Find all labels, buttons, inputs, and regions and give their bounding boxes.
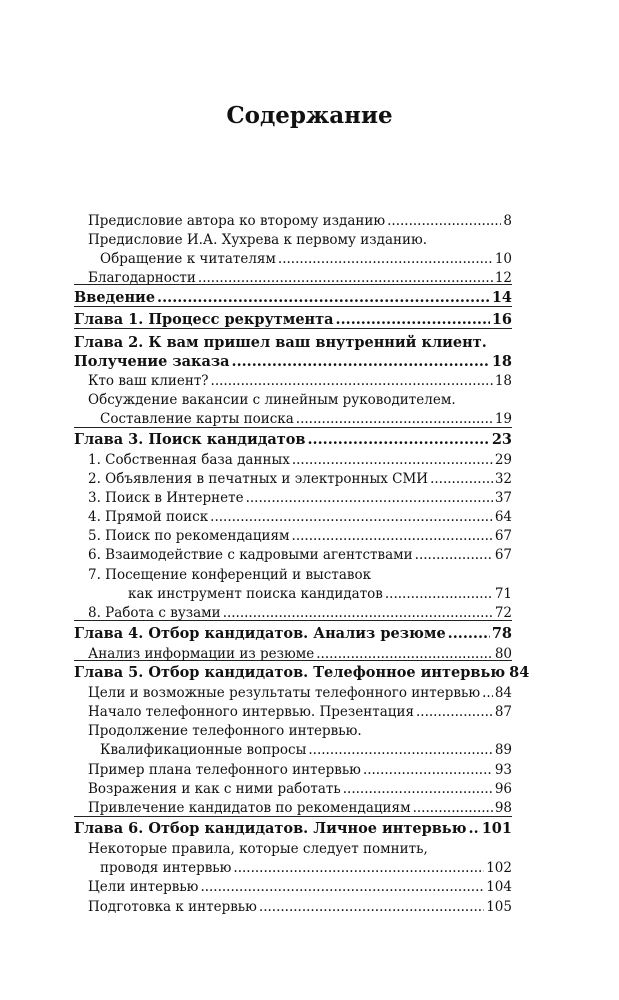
toc-entry-title: Возражения и как с ними работать <box>88 781 341 797</box>
toc-entry-title: Обращение к читателям <box>100 251 276 267</box>
dot-leader <box>469 818 480 840</box>
toc-page-number: 12 <box>494 270 512 286</box>
toc-page-number: 96 <box>494 781 512 797</box>
toc-page-number: 78 <box>491 625 512 642</box>
toc-entry-title: Некоторые правила, которые следует помнить, <box>88 841 428 857</box>
toc-entry-title: Цели и возможные результаты телефонного интервью <box>88 685 481 701</box>
toc-entry-title: Квалификационные вопросы <box>100 742 307 758</box>
toc-entry-title: 5. Поиск по рекомендациям <box>88 528 290 544</box>
toc-entry-title: Получение заказа <box>74 353 230 370</box>
toc-entry-title: Глава 3. Поиск кандидатов <box>74 431 306 448</box>
toc-page-number: 18 <box>491 353 512 370</box>
toc-page-number: 67 <box>494 547 512 563</box>
toc-page-number: 98 <box>494 800 512 816</box>
toc-page-number: 89 <box>494 742 512 758</box>
toc-page-number: 64 <box>494 509 512 525</box>
toc-chapter[interactable] <box>74 287 512 309</box>
toc-page-number: 84 <box>494 685 512 701</box>
toc-entry-title: Благодарности <box>88 270 196 286</box>
toc-entry-title: Привлечение кандидатов по рекомендациям <box>88 800 411 816</box>
toc-entry-title: 2. Объявления в печатных и электронных СМИ <box>88 471 429 487</box>
toc-page-number: 105 <box>486 899 512 915</box>
dot-leader <box>296 408 493 430</box>
dot-leader <box>336 309 490 331</box>
toc-page-number: 67 <box>494 528 512 544</box>
toc-chapter[interactable] <box>74 429 512 451</box>
toc-chapter[interactable] <box>74 623 512 645</box>
toc-entry[interactable] <box>74 797 512 819</box>
toc-page-number: 102 <box>486 860 512 876</box>
toc-entry-title: Глава 6. Отбор кандидатов. Личное интервью <box>74 820 467 837</box>
toc-entry[interactable] <box>74 544 512 566</box>
toc-entry-title: Составление карты поиска <box>100 411 294 427</box>
toc-entry[interactable] <box>74 602 512 624</box>
toc-entry-title: Глава 5. Отбор кандидатов. Телефонное интервью <box>74 664 506 681</box>
toc-page-number: 37 <box>494 490 512 506</box>
toc-page-number: 71 <box>494 586 512 602</box>
toc-entry-title: Глава 1. Процесс рекрутмента <box>74 311 334 328</box>
toc-entry-title: Цели интервью <box>88 879 199 895</box>
toc-entry-title: Предисловие автора ко второму изданию <box>88 213 386 229</box>
toc-entry[interactable] <box>74 876 512 898</box>
toc-entry[interactable] <box>74 739 512 761</box>
toc-entry-title: Обсуждение вакансии с линейным руководителем. <box>88 392 456 408</box>
toc-page-number: 14 <box>491 289 512 306</box>
toc-entry-title: Глава 4. Отбор кандидатов. Анализ резюме <box>74 625 446 642</box>
toc-page-number: 84 <box>509 664 530 681</box>
toc-page-number: 16 <box>491 311 512 328</box>
toc-chapter[interactable] <box>74 818 512 840</box>
toc-entry-title: 4. Прямой поиск <box>88 509 209 525</box>
toc-entry-title: 1. Собственная база данных <box>88 452 290 468</box>
toc-entry-title: 8. Работа с вузами <box>88 605 221 621</box>
toc-entry-title: 7. Посещение конференций и выставок <box>88 567 372 583</box>
toc-page-number: 72 <box>494 605 512 621</box>
dot-leader <box>413 797 493 819</box>
dot-leader <box>223 602 493 624</box>
toc-page-number: 18 <box>494 373 512 389</box>
toc-entry[interactable] <box>74 408 512 430</box>
toc-entry-title: Предисловие И.А. Хухрева к первому изданию. <box>88 232 428 248</box>
toc-page-number: 19 <box>494 411 512 427</box>
dot-leader <box>308 429 490 451</box>
toc-page-number: 104 <box>486 879 512 895</box>
dot-leader <box>157 287 490 309</box>
dot-leader <box>415 544 493 566</box>
toc-page-number: 80 <box>494 646 512 662</box>
toc-entry-title: Введение <box>74 289 156 306</box>
toc-page-number: 23 <box>491 431 512 448</box>
toc-entry-title: 3. Поиск в Интернете <box>88 490 244 506</box>
dot-leader <box>308 739 492 761</box>
dot-leader <box>448 623 490 645</box>
dot-leader <box>200 876 484 898</box>
toc-page-number: 29 <box>494 452 512 468</box>
toc-entry[interactable] <box>74 267 512 289</box>
toc-entry-title: Кто ваш клиент? <box>88 373 209 389</box>
toc-page-number: 10 <box>494 251 512 267</box>
toc-entry-title: проводя интервью <box>100 860 232 876</box>
toc-entry-title: Анализ информации из резюме <box>88 646 315 662</box>
toc-entry-title: Пример плана телефонного интервью <box>88 762 361 778</box>
toc-entry-title: как инструмент поиска кандидатов <box>128 586 383 602</box>
toc-page-number: 87 <box>494 704 512 720</box>
toc-page-number: 93 <box>494 762 512 778</box>
dot-leader <box>198 267 493 289</box>
toc-page-number: 101 <box>481 820 512 837</box>
dot-leader <box>259 896 484 918</box>
toc-entry-title: 6. Взаимодействие с кадровыми агентствами <box>88 547 413 563</box>
toc-entry-title: Подготовка к интервью <box>88 899 257 915</box>
toc-page-number: 8 <box>503 213 512 229</box>
toc-page-number: 32 <box>494 471 512 487</box>
toc-entry-title: Глава 2. К вам пришел ваш внутренний клиент. <box>74 334 487 351</box>
toc-entry-title: Начало телефонного интервью. Презентация <box>88 704 414 720</box>
toc-entry[interactable] <box>74 896 512 918</box>
toc-entry-title: Продолжение телефонного интервью. <box>88 723 362 739</box>
toc-chapter[interactable] <box>74 662 530 684</box>
page-title: Содержание <box>226 102 393 129</box>
toc-chapter[interactable] <box>74 309 512 331</box>
